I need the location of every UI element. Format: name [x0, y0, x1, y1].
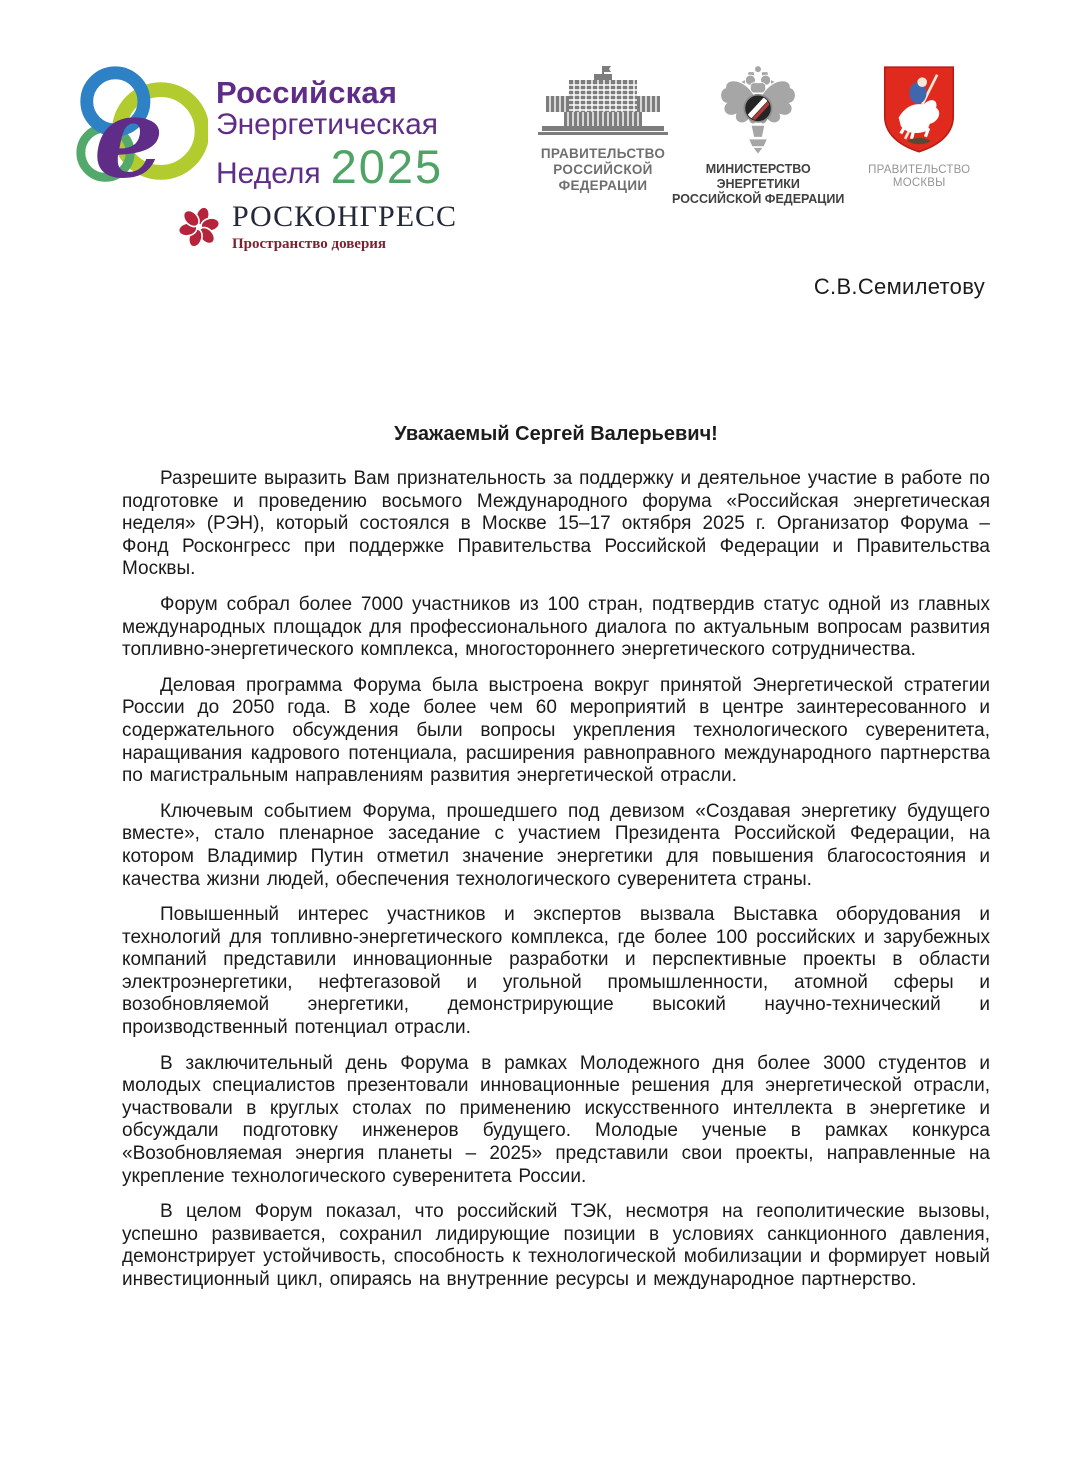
paragraph-3: Деловая программа Форума была выстроена вокруг принятой Энергетической стратегии России до 2050 года. В ходе более чем 60 мероприятий в центре заинтересованного и содержательного обсуждения были вопросы укрепления технологического суверенитета, наращивания кадрового потенциала, расширения равноправного международного партнерства по магистральным направлениям развития энергетической отрасли. [122, 674, 990, 787]
letter-header [0, 0, 1080, 270]
roscongress-wordmark: РОСКОНГРЕСС [232, 200, 458, 233]
rew-word-3: Неделя [216, 156, 321, 190]
addressee: С.В.Семилетову [813, 274, 985, 299]
gov-russia-caption: ПРАВИТЕЛЬСТВО РОССИЙСКОЙ ФЕДЕРАЦИИ [540, 146, 666, 193]
rew-logo-rings-icon [70, 62, 208, 200]
rew-year: 2025 [330, 139, 444, 193]
paragraph-5: Повышенный интерес участников и экспертов вызвала Выставка оборудования и технологий для топливно-энергетического комплекса, где более 100 российских и зарубежных компаний представили инновационные разработки и перспективные проекты в области электроэнергетики, нефтегазовой и угольной промышленности, атомной сферы и возобновляемой энергетики, демонстрирующие высокий научно-технический и производственный потенциал отрасли. [122, 904, 990, 1039]
paragraph-7: В целом Форум показал, что российский ТЭК, несмотря на геополитические вызовы, успешно развивается, сохранил лидирующие позиции в условиях санкционного давления, демонстрирует устойчивость, способность к технологической мобилизации и формирует новый инвестиционный цикл, опираясь на внутренние ресурсы и международное партнерство. [122, 1201, 990, 1290]
double-headed-eagle-icon [717, 64, 799, 156]
minenergo-logo [670, 64, 846, 207]
gov-moscow-caption: ПРАВИТЕЛЬСТВО МОСКВЫ [868, 164, 971, 189]
roscongress-pinwheel-icon [176, 204, 222, 250]
salutation: Уважаемый Сергей Валерьевич! [394, 423, 718, 445]
minenergo-caption: МИНИСТЕРСТВО ЭНЕРГЕТИКИ РОССИЙСКОЙ ФЕДЕРАЦИИ [672, 162, 845, 206]
paragraph-1: Разрешите выразить Вам признательность за поддержку и деятельное участие в работе по подготовке и проведению восьмого Международного форума «Российская энергетическая неделя» (РЭН), который состоялся в Москве 15–17 октября 2025 г. Организатор Форума – Фонд Росконгресс при поддержке Правительства Российской Федерации и Правительства Москвы. [122, 468, 990, 580]
rew-word-1: Российская [216, 75, 398, 110]
paragraph-6: В заключительный день Форума в рамках Молодежного дня более 3000 студентов и молодых специалистов презентовали инновационные решения для энергетической отрасли, участвовали в круглых столах по применению искусственного интеллекта в энергетике и обсуждали подготовку инженеров будущего. Молодые ученые в рамках конкурса «Возобновляемая энергия планеты – 2025» представили свои проекты, направленные на укрепление технологического суверенитета России. [122, 1052, 990, 1187]
roscongress-tagline: Пространство доверия [232, 236, 387, 252]
paragraph-2: Форум собрал более 7000 участников из 100 стран, подтвердив статус одной из главных международных площадок для профессионального диалога по актуальным вопросам развития топливно-энергетического комплекса, многостороннего энергетического сотрудничества. [122, 593, 990, 661]
government-building-icon [536, 64, 670, 142]
government-logos-row [536, 64, 992, 207]
gov-russia-logo [536, 64, 670, 194]
gov-moscow-logo [846, 64, 992, 190]
rew-word-2: Энергетическая [216, 108, 438, 142]
moscow-coat-of-arms-icon [881, 64, 957, 156]
roscongress-logo [176, 202, 457, 253]
letter-body [122, 468, 990, 1292]
svg-text:e: e [93, 73, 164, 200]
paragraph-4: Ключевым событием Форума, прошедшего под девизом «Создавая энергетику будущего вместе», стало пленарное заседание с участием Президента Российской Федерации, на котором Владимир Путин отметил значение энергетики для повышения благосостояния и качества жизни людей, обеспечения технологического суверенитета страны. [122, 800, 990, 890]
rew-2025-logo [70, 62, 443, 200]
rew-logo-wordmark [216, 76, 443, 193]
